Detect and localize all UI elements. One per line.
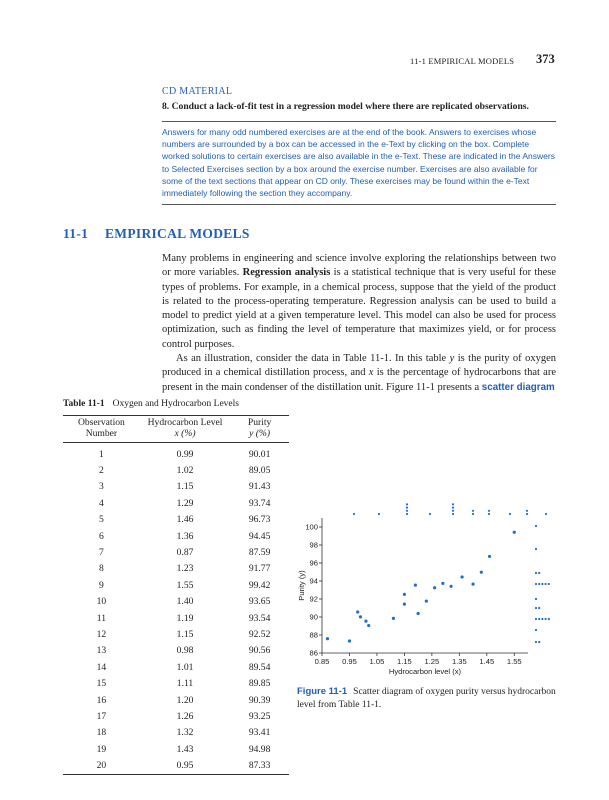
marginal-dot-right bbox=[538, 618, 540, 620]
x-tick-label: 0.85 bbox=[314, 657, 330, 666]
cell-y: 96.73 bbox=[248, 514, 271, 526]
section-heading bbox=[63, 226, 250, 242]
cell-y: 90.39 bbox=[248, 694, 271, 706]
marginal-dot-right bbox=[535, 618, 537, 620]
table-row bbox=[63, 610, 289, 626]
marginal-dot-top bbox=[452, 503, 454, 505]
table-row bbox=[63, 626, 289, 642]
divider-bottom bbox=[162, 204, 556, 205]
table-row bbox=[63, 561, 289, 577]
y-tick-label: 90 bbox=[309, 612, 318, 622]
marginal-dot-right bbox=[535, 598, 537, 600]
page-number: 373 bbox=[536, 52, 555, 66]
divider-top bbox=[162, 121, 556, 122]
cell-x: 1.55 bbox=[176, 579, 194, 591]
table-row bbox=[63, 577, 289, 593]
term-regression-analysis: Regression analysis bbox=[242, 267, 331, 279]
table-row bbox=[63, 512, 289, 528]
table-row bbox=[63, 741, 289, 757]
p2-text-c: is the percentage of hydrocarbons that are present in the main condenser of the distillation unit. Figure 11-1 presents a bbox=[162, 367, 556, 393]
x-tick-label: 1.35 bbox=[451, 657, 467, 666]
marginal-dot-right bbox=[538, 583, 540, 585]
cd-material-item: 8. Conduct a lack-of-fit test in a regression model where there are replicated observations. bbox=[162, 101, 529, 112]
cell-obs: 10 bbox=[96, 596, 107, 608]
marginal-dot-right bbox=[548, 618, 550, 620]
data-point bbox=[359, 615, 362, 618]
marginal-dot-right bbox=[535, 607, 537, 609]
y-tick-label: 100 bbox=[305, 522, 318, 532]
table-row bbox=[63, 757, 289, 774]
marginal-dot-right bbox=[535, 583, 537, 585]
cell-obs: 19 bbox=[96, 743, 107, 755]
cell-y: 91.77 bbox=[248, 563, 271, 575]
body-text bbox=[162, 252, 556, 395]
paragraph-1 bbox=[162, 252, 556, 352]
cell-y: 90.56 bbox=[248, 645, 271, 657]
y-tick-label: 88 bbox=[309, 630, 318, 640]
p1-text-b: is a statistical technique that is very useful for these types of problems. For example, in a chemical process, suppose that the yield of the product is related to the process-operating temperature. Regression analysis can be used to build a model to predict yield at a given temperature level. This model can also be used for process optimization, such as finding the level of temperature that maximizes yield, or for process control purposes. bbox=[162, 267, 556, 350]
marginal-dot-right bbox=[545, 618, 547, 620]
table-row bbox=[63, 692, 289, 708]
x-tick-label: 1.45 bbox=[479, 657, 495, 666]
cell-y: 93.74 bbox=[248, 497, 271, 509]
cell-x: 1.01 bbox=[176, 661, 194, 673]
cell-x: 0.87 bbox=[176, 547, 194, 559]
data-point bbox=[403, 593, 406, 596]
cell-y: 94.98 bbox=[248, 743, 271, 755]
term-scatter-diagram: scatter diagram bbox=[481, 381, 555, 393]
table-caption bbox=[63, 399, 239, 409]
cell-x: 1.46 bbox=[176, 514, 194, 526]
data-point bbox=[480, 571, 483, 574]
cell-obs: 8 bbox=[99, 563, 104, 575]
y-axis-label: Purity (y) bbox=[297, 570, 306, 601]
data-point bbox=[449, 585, 452, 588]
table-row bbox=[63, 544, 289, 560]
marginal-dot-right bbox=[538, 572, 540, 574]
table-row bbox=[63, 708, 289, 724]
marginal-dot-top bbox=[406, 513, 408, 515]
y-tick-label: 96 bbox=[309, 558, 318, 568]
marginal-dot-top bbox=[406, 503, 408, 505]
data-point bbox=[403, 603, 406, 606]
data-point bbox=[488, 555, 491, 558]
figure-label: Figure 11-1 bbox=[297, 686, 348, 697]
marginal-dot-top bbox=[406, 510, 408, 512]
cd-material-title: CD MATERIAL bbox=[162, 86, 233, 97]
col-header-observation: Observation Number bbox=[77, 417, 125, 439]
col-header-hydrocarbon: Hydrocarbon Level x (%) bbox=[147, 417, 223, 439]
table-row bbox=[63, 479, 289, 495]
cell-x: 0.95 bbox=[176, 760, 194, 772]
cell-y: 87.59 bbox=[248, 547, 271, 559]
marginal-dot-right bbox=[541, 618, 543, 620]
table-label: Table 11-1 bbox=[63, 399, 105, 409]
marginal-dot-top bbox=[378, 513, 380, 515]
data-point bbox=[356, 610, 359, 613]
table-row bbox=[63, 725, 289, 741]
cell-y: 93.41 bbox=[248, 727, 271, 739]
marginal-dot-top bbox=[406, 507, 408, 509]
table-title: Oxygen and Hydrocarbon Levels bbox=[112, 399, 239, 409]
cell-x: 1.02 bbox=[176, 465, 194, 477]
marginal-dot-top bbox=[526, 510, 528, 512]
marginal-dot-right bbox=[541, 583, 543, 585]
cell-x: 1.29 bbox=[176, 497, 194, 509]
cell-x: 1.15 bbox=[176, 481, 194, 493]
y-tick-label: 94 bbox=[309, 576, 318, 586]
x-axis-label: Hydrocarbon level (x) bbox=[388, 667, 462, 676]
cell-x: 1.23 bbox=[176, 563, 194, 575]
data-point bbox=[433, 586, 436, 589]
table-row bbox=[63, 528, 289, 544]
cell-obs: 2 bbox=[99, 465, 104, 477]
marginal-dot-right bbox=[548, 583, 550, 585]
cell-obs: 7 bbox=[99, 547, 104, 559]
figure-caption-text: Scatter diagram of oxygen purity versus hydrocarbon level from Table 11-1. bbox=[297, 687, 556, 710]
running-head: 11-1 EMPIRICAL MODELS bbox=[410, 56, 515, 66]
cell-obs: 12 bbox=[96, 628, 107, 640]
p2-text-b: is the purity of oxygen produced in a chemical distillation process, and bbox=[162, 353, 556, 379]
x-tick-label: 1.05 bbox=[369, 657, 385, 666]
section-number: 11-1 bbox=[63, 226, 89, 241]
cell-y: 87.33 bbox=[248, 760, 271, 772]
cell-y: 91.43 bbox=[248, 481, 271, 493]
y-tick-label: 92 bbox=[309, 594, 318, 604]
marginal-dot-top bbox=[452, 513, 454, 515]
data-point bbox=[326, 637, 329, 640]
cell-obs: 13 bbox=[96, 645, 107, 657]
marginal-dot-top bbox=[472, 513, 474, 515]
marginal-dot-top bbox=[429, 513, 431, 515]
cell-y: 99.42 bbox=[248, 579, 271, 591]
marginal-dot-right bbox=[535, 572, 537, 574]
y-tick-label: 86 bbox=[309, 648, 318, 658]
p2-text-a: As an illustration, consider the data in Table 11-1. In this table bbox=[176, 353, 450, 365]
marginal-dot-right bbox=[535, 629, 537, 631]
answers-note: Answers for many odd numbered exercises are at the end of the book. Answers to exercises whose numbers are surrounded by a box can be accessed in the e-Text by clicking on the box. Complete worked solutions to certain exercises are also available in the e-Text. These are indicated in the Answers to Selected Exercises section by a box around the exercise number. Exercises are also available for some of the text sections that appear on CD only. These exercises may be found within the e-Text immediately following the section they accompany. bbox=[162, 127, 555, 199]
table-row bbox=[63, 643, 289, 659]
marginal-dot-top bbox=[452, 510, 454, 512]
marginal-dot-right bbox=[545, 583, 547, 585]
cell-y: 93.65 bbox=[248, 596, 271, 608]
marginal-dot-top bbox=[488, 513, 490, 515]
marginal-dot-top bbox=[526, 513, 528, 515]
var-x: x bbox=[368, 367, 374, 379]
cell-x: 0.98 bbox=[176, 645, 194, 657]
cell-x: 1.20 bbox=[176, 694, 194, 706]
table-row bbox=[63, 675, 289, 691]
x-tick-label: 1.25 bbox=[424, 657, 440, 666]
paragraph-2 bbox=[162, 352, 556, 395]
cell-y: 89.05 bbox=[248, 465, 271, 477]
cell-obs: 5 bbox=[99, 514, 104, 526]
var-y: y bbox=[449, 353, 455, 365]
cell-obs: 3 bbox=[99, 481, 104, 493]
data-point bbox=[460, 575, 463, 578]
data-point bbox=[414, 584, 417, 587]
cell-obs: 17 bbox=[96, 710, 107, 722]
data-point bbox=[367, 624, 370, 627]
marginal-dot-right bbox=[538, 641, 540, 643]
data-point bbox=[441, 582, 444, 585]
cell-x: 1.32 bbox=[176, 727, 194, 739]
table-row bbox=[63, 659, 289, 675]
marginal-dot-top bbox=[488, 510, 490, 512]
cell-obs: 16 bbox=[96, 694, 107, 706]
x-tick-label: 0.95 bbox=[342, 657, 357, 666]
cell-x: 1.15 bbox=[176, 628, 194, 640]
table-row bbox=[63, 443, 289, 463]
cell-x: 1.11 bbox=[176, 678, 194, 690]
cell-obs: 4 bbox=[99, 497, 104, 509]
data-point bbox=[364, 620, 367, 623]
cell-y: 92.52 bbox=[248, 628, 271, 640]
cell-obs: 15 bbox=[96, 678, 107, 690]
marginal-dot-right bbox=[538, 607, 540, 609]
y-tick-label: 98 bbox=[309, 540, 318, 550]
cell-x: 1.36 bbox=[176, 530, 194, 542]
cell-obs: 9 bbox=[99, 579, 104, 591]
col-header-purity: Purity y (%) bbox=[247, 417, 272, 439]
p1-text-a: Many problems in engineering and science involve exploring the relationships between two or more variables. bbox=[162, 253, 556, 279]
marginal-dot-top bbox=[545, 513, 547, 515]
x-tick-label: 1.55 bbox=[506, 657, 522, 666]
cell-y: 89.85 bbox=[248, 678, 271, 690]
data-point bbox=[348, 639, 351, 642]
cell-y: 90.01 bbox=[248, 448, 271, 460]
cell-obs: 18 bbox=[96, 727, 107, 739]
marginal-dot-right bbox=[535, 641, 537, 643]
cell-y: 93.25 bbox=[248, 710, 271, 722]
cell-obs: 6 bbox=[99, 530, 104, 542]
cell-x: 1.19 bbox=[176, 612, 194, 624]
data-point bbox=[425, 599, 428, 602]
marginal-dot-right bbox=[535, 525, 537, 527]
x-tick-label: 1.15 bbox=[397, 657, 412, 666]
marginal-dot-top bbox=[509, 513, 511, 515]
cell-y: 93.54 bbox=[248, 612, 271, 624]
table-row bbox=[63, 594, 289, 610]
cell-obs: 14 bbox=[96, 661, 107, 673]
marginal-dot-top bbox=[472, 510, 474, 512]
table-row bbox=[63, 462, 289, 478]
data-table bbox=[63, 415, 289, 775]
cell-x: 0.99 bbox=[176, 448, 194, 460]
cell-x: 1.43 bbox=[176, 743, 194, 755]
data-point bbox=[392, 617, 395, 620]
marginal-dot-top bbox=[353, 513, 355, 515]
table-header-row bbox=[63, 416, 289, 443]
cell-y: 89.54 bbox=[248, 661, 271, 673]
cell-x: 1.26 bbox=[176, 710, 194, 722]
marginal-dot-top bbox=[452, 507, 454, 509]
table-row bbox=[63, 495, 289, 511]
cell-obs: 11 bbox=[96, 612, 107, 624]
data-point bbox=[417, 612, 420, 615]
cell-obs: 1 bbox=[99, 448, 104, 460]
section-title: EMPIRICAL MODELS bbox=[105, 226, 250, 241]
data-point bbox=[471, 583, 474, 586]
data-point bbox=[513, 531, 516, 534]
figure-caption bbox=[297, 686, 559, 711]
cell-obs: 20 bbox=[96, 760, 107, 772]
scatter-chart bbox=[292, 492, 554, 688]
cell-y: 94.45 bbox=[248, 530, 271, 542]
cell-x: 1.40 bbox=[176, 596, 194, 608]
marginal-dot-right bbox=[535, 548, 537, 550]
